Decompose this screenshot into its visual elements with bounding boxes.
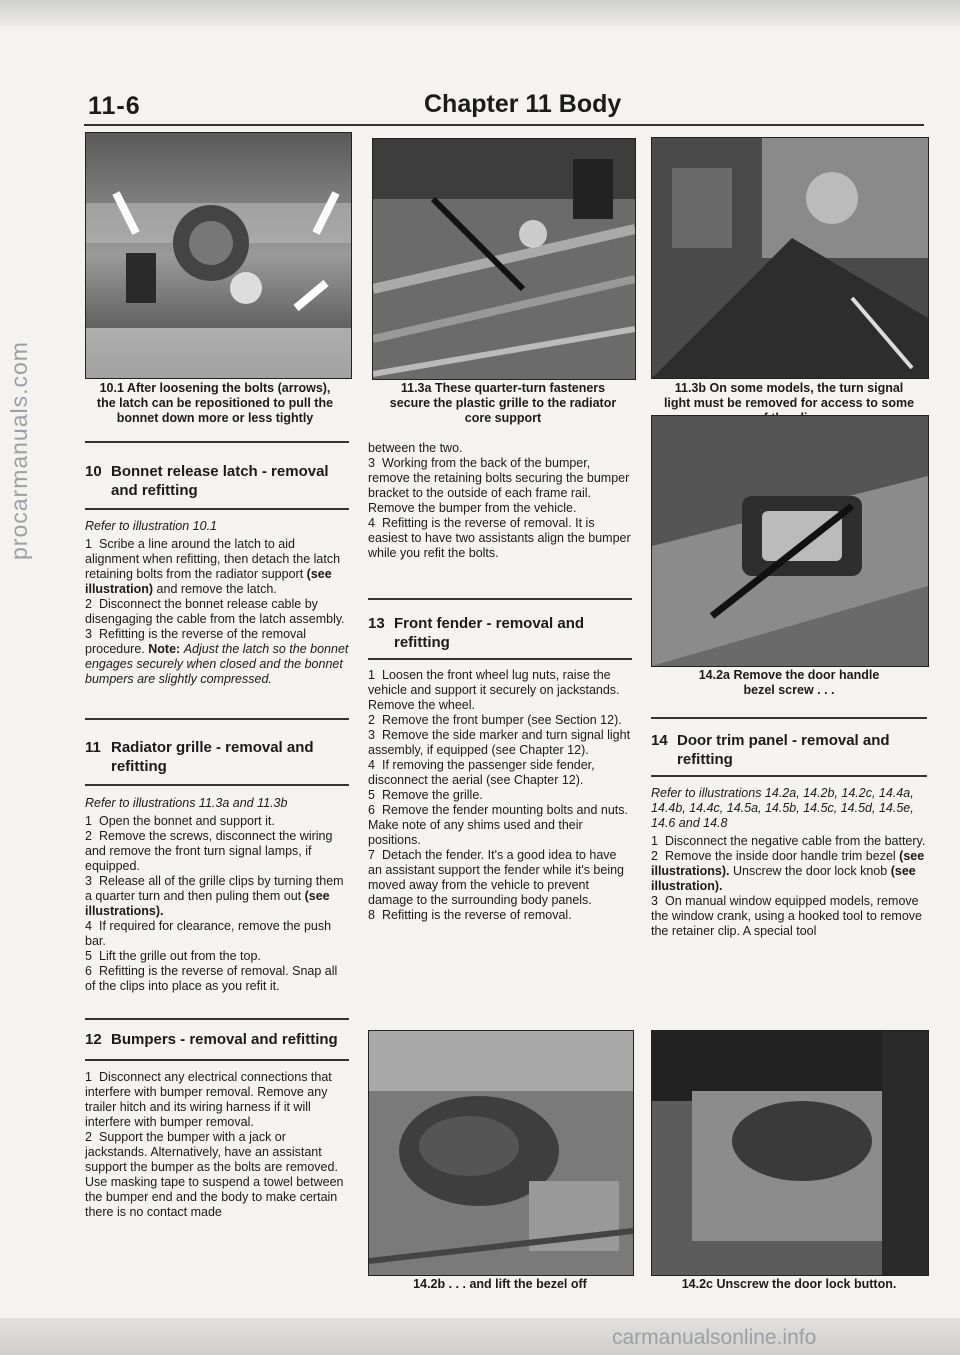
step-text: Remove the side marker and turn signal light assembly, if equipped (see Chapter 12). bbox=[368, 728, 631, 757]
step bbox=[368, 908, 632, 923]
step bbox=[368, 758, 632, 788]
caption-line: light must be removed for access to some bbox=[663, 396, 915, 410]
section-rule bbox=[85, 1059, 349, 1061]
step bbox=[368, 788, 632, 803]
illustration-ref: Refer to illustration 10.1 bbox=[85, 519, 218, 533]
section-13-heading bbox=[368, 614, 632, 652]
scan-top-edge bbox=[0, 0, 960, 26]
step-number: 7 bbox=[368, 848, 375, 862]
step bbox=[85, 1130, 349, 1220]
watermark-carmanualsonline: carmanualsonline.info bbox=[612, 1326, 817, 1349]
step-number: 1 bbox=[85, 1070, 92, 1084]
step-number: 5 bbox=[85, 949, 92, 963]
step bbox=[368, 516, 632, 561]
step bbox=[85, 537, 349, 597]
watermark-procarmanuals: procarmanuals.com bbox=[6, 341, 32, 560]
step-number: 2 bbox=[368, 713, 375, 727]
section-14-body bbox=[651, 786, 927, 939]
illustration-ref: Refer to illustrations 11.3a and 11.3b bbox=[85, 796, 288, 810]
step-number: 5 bbox=[368, 788, 375, 802]
photo-turn-signal bbox=[651, 137, 929, 379]
section-number: 12 bbox=[85, 1031, 102, 1048]
section-10-body bbox=[85, 519, 349, 687]
step-text: If removing the passenger side fender, disconnect the aerial (see Chapter 12). bbox=[368, 758, 595, 787]
caption-line: the latch can be repositioned to pull the bbox=[96, 396, 334, 410]
step-text: Refitting is the reverse of removal. It is easiest to have two assistants align the bumper while you refit the bolts. bbox=[368, 516, 631, 560]
step-number: 2 bbox=[651, 849, 658, 863]
illustration-ref: Refer to illustrations 14.2a, 14.2b, 14.2c, 14.4a, 14.4b, 14.4c, 14.5a, 14.5b, 14.5c, 14.5d, 14.5e, 14.6 and 14.8 bbox=[651, 786, 914, 830]
step-number: 2 bbox=[85, 1130, 92, 1144]
section-title: Radiator grille - removal and bbox=[111, 739, 314, 756]
step bbox=[368, 668, 632, 713]
caption-line: 14.2b . . . and lift the bezel off bbox=[413, 1277, 587, 1291]
step-number: 1 bbox=[651, 834, 658, 848]
section-title-cont: refitting bbox=[111, 758, 167, 775]
caption-10-1 bbox=[90, 381, 340, 426]
section-12-body-continued bbox=[368, 441, 632, 561]
step-number: 3 bbox=[85, 627, 92, 641]
section-rule bbox=[85, 508, 349, 510]
step-text: Lift the grille out from the top. bbox=[99, 949, 261, 963]
section-number: 10 bbox=[85, 463, 102, 480]
step-text: Working from the back of the bumper, remove the retaining bolts securing the bumper bracket to the outside of each frame rail. Remove the bumper from the vehicle. bbox=[368, 456, 630, 515]
step-text: Refitting is the reverse of removal. Snap all of the clips into place as you refit it. bbox=[85, 964, 338, 993]
illustration-link: (see illustration). bbox=[651, 864, 916, 893]
note-label: Note: bbox=[148, 642, 181, 656]
step bbox=[85, 627, 349, 687]
caption-14-2a bbox=[651, 668, 927, 698]
step-text: Unscrew the door lock knob bbox=[732, 864, 888, 878]
section-title-cont: and refitting bbox=[111, 482, 198, 499]
step bbox=[85, 964, 349, 994]
step bbox=[651, 834, 927, 849]
step-number: 4 bbox=[368, 758, 375, 772]
caption-line: bezel screw . . . bbox=[743, 683, 835, 697]
step bbox=[651, 894, 927, 939]
step bbox=[85, 597, 349, 627]
step-text: Remove the grille. bbox=[382, 788, 483, 802]
step bbox=[368, 848, 632, 908]
illustration-link: (see illustrations). bbox=[651, 849, 925, 878]
step-number: 3 bbox=[368, 728, 375, 742]
step-text: between the two. bbox=[368, 441, 463, 455]
step bbox=[368, 803, 632, 848]
section-title: Bonnet release latch - removal bbox=[111, 463, 329, 480]
section-13-body bbox=[368, 668, 632, 923]
section-title-cont: refitting bbox=[677, 751, 733, 768]
step-text: On manual window equipped models, remove the window crank, using a hooked tool to remove the retainer clip. A special tool bbox=[651, 894, 922, 938]
step-number: 1 bbox=[368, 668, 375, 682]
step bbox=[368, 728, 632, 758]
step-number: 2 bbox=[85, 829, 92, 843]
section-12-heading bbox=[85, 1030, 349, 1049]
note-text: Adjust the latch so the bonnet engages securely when closed and the bonnet bumpers are slightly compressed. bbox=[85, 642, 349, 686]
step-number: 2 bbox=[85, 597, 92, 611]
step-text: Scribe a line around the latch to aid alignment when refitting, then detach the latch retaining bolts from the radiator support bbox=[85, 537, 341, 581]
section-rule bbox=[85, 718, 349, 720]
step-number: 3 bbox=[368, 456, 375, 470]
chapter-title: Chapter 11 Body bbox=[424, 90, 622, 118]
header-rule bbox=[84, 124, 924, 126]
photo-bezel-lift bbox=[368, 1030, 634, 1276]
step-text: Disconnect the bonnet release cable by disengaging the cable from the latch assembly. bbox=[85, 597, 345, 626]
section-rule bbox=[85, 1018, 349, 1020]
section-rule bbox=[651, 775, 927, 777]
section-number: 13 bbox=[368, 615, 385, 632]
photo-door-lock-button bbox=[651, 1030, 929, 1276]
step-text: and remove the latch. bbox=[156, 582, 277, 596]
caption-line: 11.3a These quarter-turn fasteners bbox=[400, 381, 606, 395]
step-number: 3 bbox=[651, 894, 658, 908]
photo-bonnet-latch bbox=[85, 132, 352, 379]
section-rule bbox=[368, 598, 632, 600]
step-text: Remove the screws, disconnect the wiring and remove the front turn signal lamps, if equipped. bbox=[85, 829, 333, 873]
section-number: 14 bbox=[651, 732, 668, 749]
section-rule bbox=[85, 784, 349, 786]
illustration-link: (see illustrations). bbox=[85, 889, 330, 918]
caption-line: 11.3b On some models, the turn signal bbox=[674, 381, 904, 395]
photo-grille-fasteners bbox=[372, 138, 636, 380]
step bbox=[85, 919, 349, 949]
step bbox=[368, 713, 632, 728]
step bbox=[85, 829, 349, 874]
caption-line: secure the plastic grille to the radiator bbox=[389, 396, 617, 410]
section-rule bbox=[85, 441, 349, 443]
step-text: Open the bonnet and support it. bbox=[99, 814, 275, 828]
section-title: Bumpers - removal and refitting bbox=[111, 1031, 338, 1048]
step-number: 8 bbox=[368, 908, 375, 922]
step-text: Remove the front bumper (see Section 12). bbox=[382, 713, 622, 727]
step bbox=[85, 874, 349, 919]
step-text: If required for clearance, remove the push bar. bbox=[85, 919, 332, 948]
caption-11-3a bbox=[372, 381, 634, 426]
caption-14-2b bbox=[368, 1277, 632, 1292]
photo-door-handle bbox=[651, 415, 929, 667]
section-number: 11 bbox=[85, 739, 101, 756]
step-text: Support the bumper with a jack or jackstands. Alternatively, have an assistant support the bumper as the bolts are removed. Use masking tape to suspend a towel between the bumper end and the body to make certain there is no contact made bbox=[85, 1130, 344, 1219]
step-text: Remove the fender mounting bolts and nuts. Make note of any shims used and their positions. bbox=[368, 803, 628, 847]
section-12-body bbox=[85, 1070, 349, 1220]
step-number: 4 bbox=[85, 919, 92, 933]
step-text: Remove the inside door handle trim bezel bbox=[665, 849, 896, 863]
section-title: Front fender - removal and bbox=[394, 615, 585, 632]
caption-line: bonnet down more or less tightly bbox=[116, 411, 314, 425]
step-text: Loosen the front wheel lug nuts, raise the vehicle and support it securely on jackstands. Remove the wheel. bbox=[368, 668, 620, 712]
section-10-heading bbox=[85, 462, 349, 500]
caption-line: core support bbox=[464, 411, 542, 425]
section-title-cont: refitting bbox=[394, 634, 450, 651]
step-number: 1 bbox=[85, 814, 92, 828]
illustration-link: (see illustration) bbox=[85, 567, 332, 596]
step bbox=[85, 949, 349, 964]
caption-14-2c bbox=[651, 1277, 927, 1292]
section-11-heading bbox=[85, 738, 349, 776]
step-text: Disconnect the negative cable from the battery. bbox=[665, 834, 926, 848]
section-11-body bbox=[85, 796, 349, 994]
step-text: Release all of the grille clips by turning them a quarter turn and then puling them out bbox=[85, 874, 344, 903]
step-text: Refitting is the reverse of the removal procedure. bbox=[85, 627, 307, 656]
page-number: 11-6 bbox=[88, 92, 141, 120]
step bbox=[651, 849, 927, 894]
step-number: 4 bbox=[368, 516, 375, 530]
step-text: Detach the fender. It's a good idea to have an assistant support the fender while it's being moved away from the vehicle to prevent damage to the surrounding body panels. bbox=[368, 848, 625, 907]
step-number: 6 bbox=[85, 964, 92, 978]
step-text: Refitting is the reverse of removal. bbox=[382, 908, 572, 922]
step bbox=[368, 456, 632, 516]
caption-line: 14.2c Unscrew the door lock button. bbox=[681, 1277, 897, 1291]
step-number: 1 bbox=[85, 537, 92, 551]
section-rule bbox=[651, 717, 927, 719]
section-14-heading bbox=[651, 731, 927, 769]
step-text: Disconnect any electrical connections that interfere with bumper removal. Remove any trailer hitch and its wiring harness if it will interfere with bumper removal. bbox=[85, 1070, 332, 1129]
step bbox=[85, 1070, 349, 1130]
section-title: Door trim panel - removal and bbox=[677, 732, 890, 749]
step-number: 6 bbox=[368, 803, 375, 817]
step-number: 3 bbox=[85, 874, 92, 888]
step bbox=[85, 814, 349, 829]
section-rule bbox=[368, 658, 632, 660]
caption-line: 10.1 After loosening the bolts (arrows), bbox=[99, 381, 331, 395]
caption-line: 14.2a Remove the door handle bbox=[698, 668, 880, 682]
